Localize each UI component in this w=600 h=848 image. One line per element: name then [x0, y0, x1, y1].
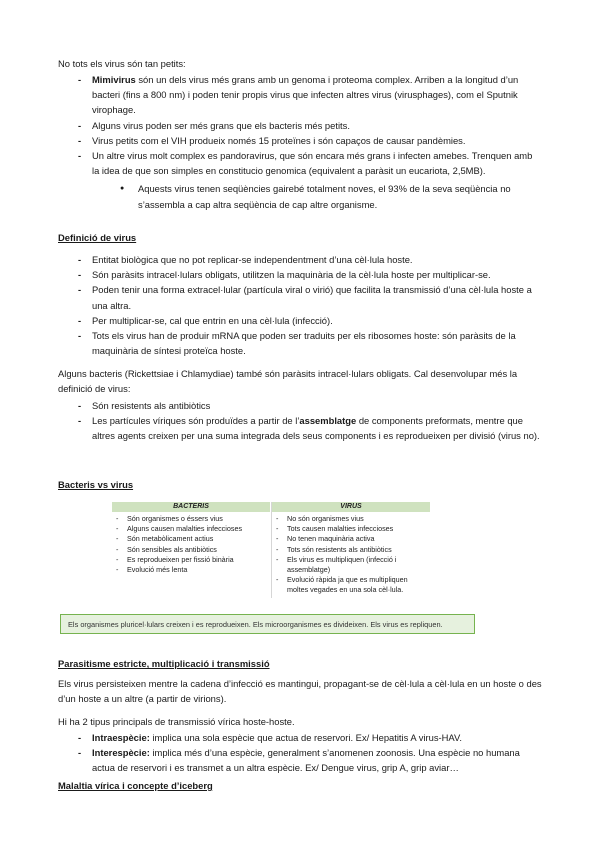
list-item: - Per multiplicar-se, cal que entrin en una cèl·lula (infecció). — [58, 313, 542, 328]
table-cell: - Són metabòlicament actius — [112, 534, 268, 544]
table-cell: - Evolució ràpida ja que es multipliquen moltes vegades en una sola cèl·lula. — [272, 575, 430, 595]
parasitism-paragraph: Els virus persisteixen mentre la cadena d’infecció es mantingui, propagant-se de cèl·lula a cèl·lula en un hoste o des d’un hoste a un altre (a partir de virions). — [58, 678, 542, 705]
sub-list — [92, 181, 542, 211]
table-header-bacteris: BACTERIS — [112, 502, 270, 512]
bacteria-paragraph: Alguns bacteris (Rickettsiae i Chlamydiae) també són paràsits intracel·lulars obligats. Cal desenvolupar més la definició de virus: — [58, 368, 518, 395]
transmission-list — [58, 730, 542, 776]
list-item: - Un altre virus molt complex es pandoravirus, que són encara més grans i infecten amebes. Trenquen amb la idea de que son simples en constitucio genomica (equivalent a paràsit un eucariota, 2,5MB). ● Aquests virus tenen seqüències gairebé totalment noves, el 93% de la seva seqüència no s’assembla a cap altra seqüència de cap altre organisme. — [58, 148, 542, 212]
section-heading-parasitisme: Parasitisme estricte, multiplicació i transmissió — [58, 658, 270, 669]
list-item: - Alguns virus poden ser més grans que els bacteris més petits. — [58, 118, 542, 133]
table-cell: - Tots són resistents als antibiòtics — [272, 545, 430, 555]
section-heading-iceberg: Malaltia vírica i concepte d’iceberg — [58, 780, 213, 791]
list-item: - Poden tenir una forma extracel·lular (partícula viral o virió) que facilita la transmissió d’una cèl·lula hoste a una altra. — [58, 282, 542, 312]
transmission-intro: Hi ha 2 tipus principals de transmissió vírica hoste-hoste. — [58, 716, 295, 727]
list-item: - Intraespècie: implica una sola espècie que actua de reservori. Ex/ Hepatitis A virus-HAV. — [58, 730, 542, 745]
table-cell: - No tenen maquinària activa — [272, 534, 430, 544]
table-cell: - Són organismes o éssers vius — [112, 514, 268, 524]
definition-list — [58, 252, 542, 358]
table-cell: - Tots causen malalties infeccioses — [272, 524, 430, 534]
list-item: - Tots els virus han de produir mRNA que poden ser traduits per els ribosomes hoste: són paràsits de la maquinària de síntesi proteïca hoste. — [58, 328, 542, 358]
intro-list — [58, 72, 542, 212]
term-assemblatge: assemblatge — [299, 415, 357, 427]
sub-list-item: ● Aquests virus tenen seqüències gairebé totalment noves, el 93% de la seva seqüència no s’assembla a cap altra seqüència de cap altre organisme. — [92, 181, 542, 211]
table-cell: - Es reprodueixen per fissió binària — [112, 555, 268, 565]
term-mimivirus: Mimivirus — [92, 74, 136, 85]
table-cell: - Són sensibles als antibiòtics — [112, 545, 268, 555]
table-cell: - No són organismes vius — [272, 514, 430, 524]
table-cell: - Alguns causen malalties infeccioses — [112, 524, 268, 534]
list-item: - Interespècie: implica més d’una espècie, generalment s’anomenen zoonosis. Una espècie no humana actua de reservori i es transmet a un altra espècie. Ex/ Dengue virus, grip A, grip aviar… — [58, 745, 542, 775]
list-item: - Són paràsits intracel·lulars obligats, utilitzen la maquinària de la cèl·lula hoste per multiplicar-se. — [58, 267, 542, 282]
term-interespecie: Interespècie: — [92, 747, 150, 759]
list-item: - Són resistents als antibiòtics — [58, 398, 542, 413]
comparison-table — [112, 502, 430, 598]
list-item: - Mimivirus són un dels virus més grans amb un genoma i proteoma complex. Arriben a la longitud d’un bacteri (fins a 800 nm) i poden tenir propis virus que infecten altres virus (virusphages), com el Sputnik virophage. — [58, 72, 542, 118]
table-header-virus: VIRUS — [272, 502, 430, 512]
term-intraespecie: Intraespècie: — [92, 732, 150, 743]
section-heading-definicio: Definició de virus — [58, 232, 137, 243]
intro-line: No tots els virus són tan petits: — [58, 58, 186, 69]
list-item: - Entitat biològica que no pot replicar-se independentment d’una cèl·lula hoste. — [58, 252, 542, 267]
highlight-box: Els organismes pluricel·lulars creixen i es reprodueixen. Els microorganismes es divideixen. Els virus es repliquen. — [60, 614, 475, 634]
section-heading-bacteris-vs-virus: Bacteris vs virus — [58, 479, 134, 490]
bacteria-list — [58, 398, 542, 444]
table-cell: - Evolució més lenta — [112, 565, 268, 575]
table-cell: - Els virus es multipliquen (infecció i assemblatge) — [272, 555, 430, 575]
table-column-virus — [272, 514, 430, 596]
table-column-bacteris — [112, 514, 268, 575]
list-item: - Virus petits com el VIH produeix només 15 proteïnes i són capaços de causar pandèmies. — [58, 133, 542, 148]
list-item: - Les partícules víriques són produïdes a partir de l’assemblatge de components preformats, mentre que altres agents creixen per una suma integrada dels seus components i es reprodueixen per divisió (virus no). — [58, 413, 542, 443]
